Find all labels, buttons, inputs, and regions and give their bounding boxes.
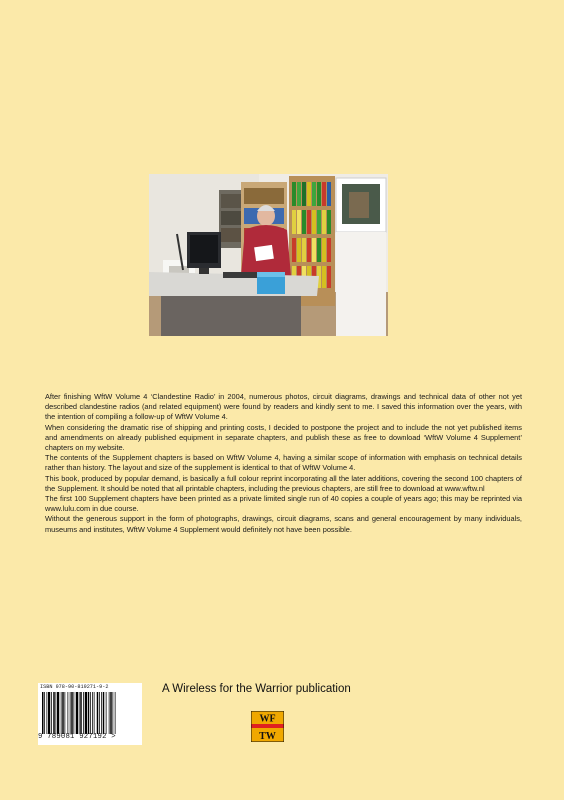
logo-text-bottom: TW [259, 731, 276, 742]
wftw-logo [251, 711, 284, 742]
isbn-number-bottom: 9 789081 927192 > [38, 733, 116, 741]
barcode-bar [42, 692, 44, 734]
barcode-bar [47, 692, 48, 734]
barcode-bar [109, 692, 110, 734]
barcode-bar [88, 692, 90, 734]
paragraph: After finishing WftW Volume 4 ‘Clandestine Radio’ in 2004, numerous photos, circuit diagrams, drawings and technical data of other not yet described clandestine radios (and related equipment) were found by readers and kindly sent to me. I saved this information over the years, with the intention of compiling a follow-up of WftW Volume 4. [45, 392, 522, 422]
isbn-barcode [38, 683, 142, 745]
barcode-bar [70, 692, 71, 734]
barcode-bar [68, 692, 69, 734]
paragraph: Without the generous support in the form of photographs, drawings, circuit diagrams, scans and general encouragement by many individuals, museums and institutes, WftW Volume 4 Supplement would definitely not have been possible. [45, 514, 522, 534]
publication-line: A Wireless for the Warrior publication [162, 683, 351, 695]
barcode-bar [74, 692, 75, 734]
back-cover-description [45, 392, 522, 535]
barcode-bar [62, 692, 64, 734]
barcode-bar [99, 692, 100, 734]
barcode-bar [94, 692, 95, 734]
paragraph: When considering the dramatic rise of shipping and printing costs, I decided to postpone the project and to include the not yet published items and amendments on already published equipment in separate chapters, and publish these as free to download ‘WftW Volume 4 Supplement’ chapters on my website. [45, 422, 522, 453]
barcode-bar [97, 692, 99, 734]
barcode-bar [48, 692, 50, 734]
barcode-bar [92, 692, 93, 734]
barcode-bar [115, 692, 116, 734]
logo-text-top: WF [259, 713, 276, 725]
barcode-bar [113, 692, 114, 734]
wftw-logo-icon [251, 711, 284, 742]
barcode-bars [42, 692, 138, 734]
barcode-bar [57, 692, 59, 734]
isbn-number-top: ISBN 978-90-819271-9-2 [40, 684, 109, 690]
barcode-bar [76, 692, 78, 734]
barcode-bar [101, 692, 102, 734]
barcode-bar [56, 692, 57, 734]
barcode-bar [83, 692, 84, 734]
paragraph: The contents of the Supplement chapters is based on WftW Volume 4, having a similar scope of information with emphasis on technical details rather than history. The layout and size of the supplement is identical to that of WftW Volume 4. [45, 453, 522, 473]
barcode-bar [85, 692, 87, 734]
barcode-bar [65, 692, 66, 734]
barcode-bar [44, 692, 45, 734]
paragraph: The first 100 Supplement chapters have been printed as a private limited single run of 40 copies a couple of years ago; this may be reprinted via www.lulu.com in due course. [45, 494, 522, 514]
barcode-bar [79, 692, 80, 734]
paragraph: This book, produced by popular demand, is basically a full colour reprint incorporating all the later additions, covering the second 100 chapters of the Supplement. It should be noted that all printable chapters, including the previous chapters, are still free to download at www.wftw.nl [45, 473, 522, 493]
barcode-bar [80, 692, 82, 734]
barcode-bar [51, 692, 52, 734]
cover-photo [149, 174, 388, 336]
man-at-desk-photo-image [149, 174, 388, 336]
barcode-bar [71, 692, 73, 734]
barcode-bar [103, 692, 105, 734]
barcode-bar [110, 692, 112, 734]
barcode-bar [90, 692, 91, 734]
barcode-bar [106, 692, 107, 734]
barcode-bar [61, 692, 62, 734]
barcode-bar [53, 692, 55, 734]
